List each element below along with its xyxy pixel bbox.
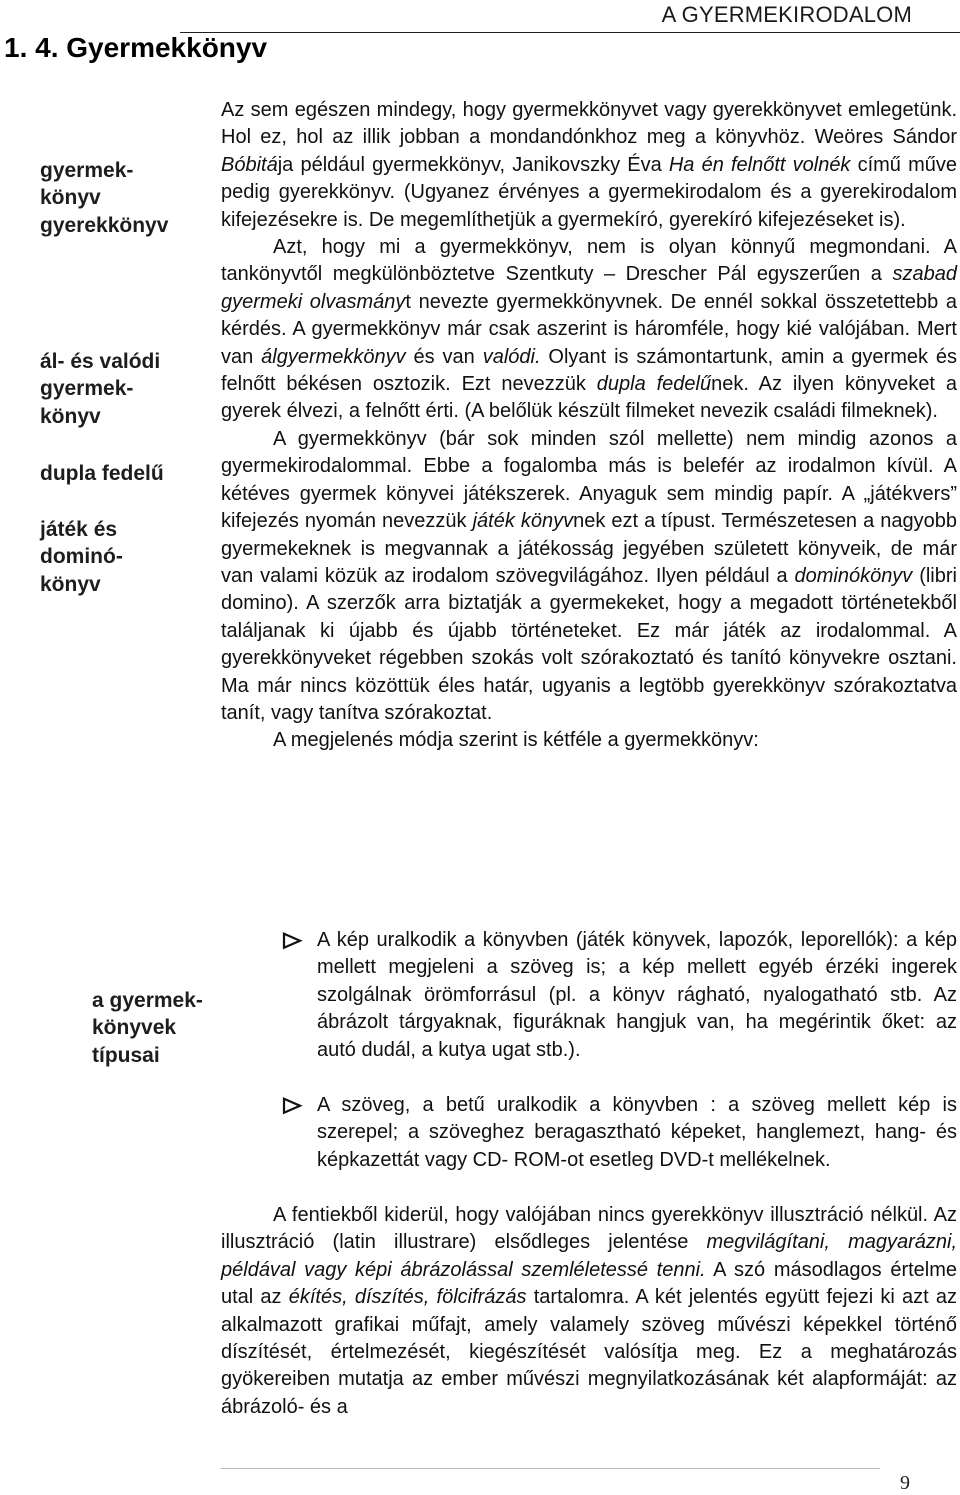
text-span: Azt, hogy mi a gyermekkönyv, nem is olyan könnyű megmondani. A tankönyvtől megkülönböztetve Szentkuty – Drescher Pál egyszerűen a [221,236,957,286]
italic-span: dupla fedelű [596,373,712,396]
margin-note-jatek-es-domino: játék és dominó- könyv [40,518,123,596]
italic-span: megvilágítani, magyarázni, példával vagy képi ábrázolással szemléletessé tenni. [221,1231,958,1281]
text-span: tartalomra. A két jelentés együtt fejezi ki azt az alkalmazott grafikai műfajt, amely valamely szöveg művészi képekkel történő díszítését, értelmezését, kiegészítését valósítja meg. Ez a meghatározás gyökereiben mutatja az ember művészi megnyilatkozásának két alapformáját: az ábrázoló- és a [221,1286,957,1418]
header-rule [180,32,960,33]
margin-note-al-es-valodi: ál- és valódi gyermek- könyv [40,350,161,428]
section-title: 1. 4. Gyermekkönyv [4,32,268,63]
italic-span: Ha én felnőtt volnék [668,153,851,176]
italic-span: Bóbitá [221,153,278,176]
text-span: című műve pedig gyerekkönyv. (Ugyanez érvényes a gyermekirodalom és a gyerekirodalom kifejezésekre is. De megemlíthetjük a gyermekíró, gyerekíró kifejezéseket is). [221,153,957,231]
text-span: A fentiekből kiderül, hogy valójában nincs gyerekkönyv illusztráció nélkül. Az illusztráció (latin illustrare) elsődleges jelentése [221,1204,957,1254]
text-span: ja például gyermekkönyv, Janikovszky Éva [277,153,669,176]
text-span: Olyant is számontartunk, amin a gyermek és felnőtt békésen osztozik. Ezt nevezzük [221,345,957,396]
paragraph-4: A megjelenés módja szerint is kétféle a gyermekkönyv: [273,729,759,752]
body-text-illustration [221,1202,957,1421]
text-span: nek ezt a típust. Természetesen a nagyobb gyermekeknek is megvannak a játékosság jegyében született könyveik, de már van valami közük az irodalom szövegvilágához. Ilyen például a [221,510,957,587]
footer-rule [221,1468,880,1469]
text-span: és van [405,345,483,368]
arrow-bullet-icon [281,927,303,954]
text-span: A szó másodlagos értelme utal az [221,1258,958,1309]
text-span: (libri domino). A szerzők arra biztatják a gyermekeket, hogy a megadott történetekből találjanak ki újabb és újabb történeteket. Ez már játék az irodalommal. A gyerekkönyveket régebben szokás volt szórakoztató és tanító könyvekre osztani. Ma már nincs közöttük éles határ, ugyanis a legtöbb gyerekkönyv szórakoztatva tanít, vagy tanítva szórakoztat. [221,564,957,724]
italic-span: játék könyv [472,510,574,533]
margin-note-tipusai: a gyermek- könyvek típusai [92,989,203,1067]
text-span: A gyermekkönyv (bár sok minden szól mellette) nem mindig azonos a gyermekirodalommal. Ebbe a fogalomba más is belefér az irodalmon kívül. A kétéves gyermek könyvei játékszerek. Anyaguk sem mindig papír. A „játékvers” kifejezés nyomán nevezzük [221,427,957,533]
page-number: 9 [900,1472,910,1494]
paragraph-5 [221,1202,957,1421]
bullet-item-2 [221,1092,957,1174]
text-span: nek. Az ilyen könyveket a gyerek élvezi, a felnőtt érti. (A belőlük készült filmeket nevezik családi filmeknek). [221,373,958,423]
bullet-text: A szöveg, a betű uralkodik a könyvben : a szöveg mellett kép is szerepel; a szöveghez beragasztható képeket, hanglemezt, hang- és képkazettát vagy CD- ROM-ot esetleg DVD-t mellékelnek. [317,1094,957,1171]
italic-span: ékítés, díszítés, fölcifrázás [288,1286,527,1309]
text-span: Az sem egészen mindegy, hogy gyermekkönyvet vagy gyerekkönyvet emlegetünk. Hol ez, hol az illik jobban a mondandónkhoz meg a könyvhöz. Weöres Sándor [221,99,957,149]
paragraph-1 [221,97,957,234]
italic-span: valódi. [482,345,541,368]
arrow-bullet-icon [281,1092,303,1119]
text-span: t nevezte gyermekkönyvnek. De ennél sokkal összetettebb a kérdés. A gyermekkönyv már csak aszerint is háromféle, hogy kié valójában. Mert van [221,290,957,368]
italic-span: szabad gyermeki olvasmány [221,263,957,313]
margin-note-gyermekkonyv: gyermek- könyv gyerekkönyv [40,159,169,237]
paragraph-3 [221,426,957,727]
bullet-text: A kép uralkodik a könyvben (játék könyvek, lapozók, leporellók): a kép mellett megjeleni a szöveg is; a kép mellett egyéb érzéki ingerek szolgálnak örömforrásul (pl. a könyv rágható, nyalogatható stb. Az ábrázolt tárgyaknak, figuráknak hangjuk van, ha megérintik őket: az autó dudál, a kutya ugat stb.). [317,929,957,1061]
body-text-main [221,97,957,755]
italic-span: álgyermekkönyv [261,345,406,368]
chapter-header: A GYERMEKIRODALOM [661,2,912,27]
paragraph-2 [221,234,957,426]
italic-span: dominókönyv [794,564,913,587]
margin-note-dupla-fedelu: dupla fedelű [40,462,164,485]
bullet-item-1 [221,927,957,1064]
